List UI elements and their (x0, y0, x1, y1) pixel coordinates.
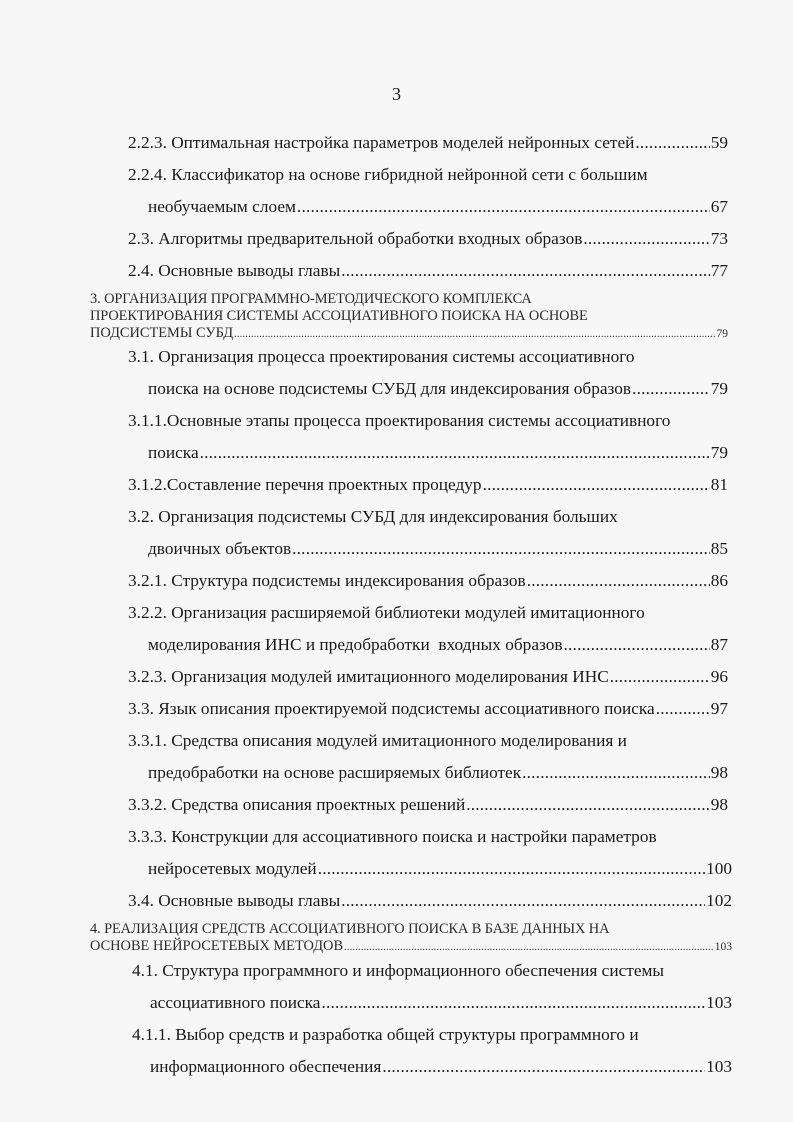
chapter-heading-line (90, 939, 732, 955)
toc-entry-title: 3.1.2.Составление перечня проектных процедур (128, 475, 482, 494)
chapter-heading-title: ПОДСИСТЕМЫ СУБД (90, 325, 234, 341)
toc-entry (128, 602, 645, 624)
toc-entry (128, 698, 728, 720)
toc-entry-title: нейросетевых модулей (148, 859, 317, 878)
dot-leader (610, 666, 710, 688)
toc-entry-continuation (150, 992, 732, 1014)
chapter-heading-line (90, 326, 728, 342)
toc-entry-page: 85 (710, 539, 728, 558)
toc-entry (128, 132, 728, 154)
toc-entry-page: 97 (710, 699, 728, 718)
toc-entry-page: 67 (710, 197, 728, 216)
toc-entry (128, 730, 627, 752)
toc-entry (128, 228, 728, 250)
toc-entry-continuation (148, 634, 728, 656)
chapter-heading-line: 4. РЕАЛИЗАЦИЯ СРЕДСТВ АССОЦИАТИВНОГО ПОИСКА В БАЗЕ ДАННЫХ НА (90, 921, 610, 937)
dot-leader (483, 474, 710, 496)
toc-entry-title: 4.1. Структура программного и информационного обеспечения системы (132, 961, 665, 980)
dot-leader (382, 1056, 705, 1078)
dot-leader (564, 634, 710, 656)
toc-entry (132, 1024, 639, 1046)
toc-entry-title: 3.1. Организация процесса проектирования системы ассоциативного (128, 347, 635, 366)
toc-entry-title: 3.3.2. Средства описания проектных решений (128, 795, 466, 814)
toc-entry-continuation (148, 858, 732, 880)
toc-entry-title: 2.3. Алгоритмы предварительной обработки входных образов (128, 229, 583, 248)
toc-entry-title: 2.4. Основные выводы главы (128, 261, 341, 280)
toc-entry-page: 98 (710, 795, 728, 814)
toc-entry-title: 3.2. Организация подсистемы СУБД для индексирования больших (128, 507, 618, 526)
dot-leader (527, 570, 710, 592)
toc-entry-title: поиска (148, 443, 199, 462)
toc-entry-page: 79 (716, 328, 728, 340)
dot-leader (522, 762, 710, 784)
toc-entry-page: 103 (706, 1057, 732, 1076)
toc-entry-continuation (148, 442, 728, 464)
toc-entry-title: ассоциативного поиска (150, 993, 321, 1012)
toc-entry-title: 3.4. Основные выводы главы (128, 891, 341, 910)
chapter-heading-line: 3. ОРГАНИЗАЦИЯ ПРОГРАММНО-МЕТОДИЧЕСКОГО КОМПЛЕКСА (90, 291, 532, 307)
toc-entry-title: поиска на основе подсистемы СУБД для индексирования образов (148, 379, 632, 398)
toc-entry-page: 100 (706, 859, 732, 878)
toc-entry (128, 666, 728, 688)
toc-entry-title: 2.2.4. Классификатор на основе гибридной нейронной сети с большим (128, 165, 648, 184)
dot-leader (583, 228, 709, 250)
toc-entry-title: 4.1.1. Выбор средств и разработка общей структуры программного и (132, 1025, 639, 1044)
chapter-heading-line: ПРОЕКТИРОВАНИЯ СИСТЕМЫ АССОЦИАТИВНОГО ПОИСКА НА ОСНОВЕ (90, 308, 588, 324)
toc-entry-title: 3.3.3. Конструкции для ассоциативного поиска и настройки параметров (128, 827, 657, 846)
toc-entry-continuation (148, 196, 728, 218)
toc-entry (128, 506, 618, 528)
toc-entry-page: 79 (710, 443, 728, 462)
toc-entry-title: предобработки на основе расширяемых библиотек (148, 763, 522, 782)
toc-entry-page: 102 (706, 891, 732, 910)
toc-entry-title: информационного обеспечения (150, 1057, 382, 1076)
toc-entry-page: 87 (710, 635, 728, 654)
toc-entry-title: 3.2.3. Организация модулей имитационного моделирования ИНС (128, 667, 609, 686)
toc-entry-page: 86 (710, 571, 728, 590)
dot-leader (297, 196, 710, 218)
toc-entry-title: 3.2.1. Структура подсистемы индексирования образов (128, 571, 526, 590)
toc-entry (128, 890, 732, 912)
toc-entry-page: 103 (714, 941, 732, 953)
toc-entry-page: 81 (710, 475, 728, 494)
toc-entry-title: моделирования ИНС и предобработки входных образов (148, 635, 563, 654)
toc-entry-page: 98 (710, 763, 728, 782)
toc-entry (128, 826, 657, 848)
dot-leader (635, 132, 709, 154)
toc-entry-title: необучаемым слоем (148, 197, 296, 216)
toc-entry-continuation (150, 1056, 732, 1078)
dot-leader (234, 327, 715, 342)
dot-leader (656, 698, 710, 720)
toc-entry-title: 3.3.1. Средства описания модулей имитационного моделирования и (128, 731, 627, 750)
dot-leader (632, 378, 710, 400)
dot-leader (321, 992, 705, 1014)
toc-entry-page: 77 (710, 261, 728, 280)
toc-entry-title: 3.3. Язык описания проектируемой подсистемы ассоциативного поиска (128, 699, 655, 718)
dot-leader (318, 858, 705, 880)
toc-entry-title: 2.2.3. Оптимальная настройка параметров моделей нейронных сетей (128, 133, 635, 152)
dot-leader (466, 794, 710, 816)
toc-entry-continuation (148, 762, 728, 784)
toc-entry (128, 794, 728, 816)
toc-entry-continuation (148, 378, 728, 400)
toc-entry (128, 410, 670, 432)
toc-entry (128, 570, 728, 592)
toc-entry-page: 103 (706, 993, 732, 1012)
toc-entry (128, 164, 648, 186)
toc-entry (128, 474, 728, 496)
dot-leader (344, 940, 714, 955)
toc-entry-page: 96 (710, 667, 728, 686)
dot-leader (341, 260, 709, 282)
toc-entry (128, 260, 728, 282)
toc-entry-title: 3.2.2. Организация расширяемой библиотеки модулей имитационного (128, 603, 645, 622)
page-number: 3 (392, 84, 401, 104)
toc-entry-title: двоичных объектов (148, 539, 292, 558)
toc-entry-title: 3.1.1.Основные этапы процесса проектирования системы ассоциативного (128, 411, 671, 430)
toc-entry-page: 59 (710, 133, 728, 152)
chapter-heading-title: ОСНОВЕ НЕЙРОСЕТЕВЫХ МЕТОДОВ (90, 938, 344, 954)
dot-leader (292, 538, 710, 560)
toc-entry (132, 960, 664, 982)
toc-entry-continuation (148, 538, 728, 560)
dot-leader (200, 442, 710, 464)
toc-entry-page: 79 (710, 379, 728, 398)
dot-leader (341, 890, 705, 912)
toc-entry (128, 346, 635, 368)
toc-entry-page: 73 (710, 229, 728, 248)
